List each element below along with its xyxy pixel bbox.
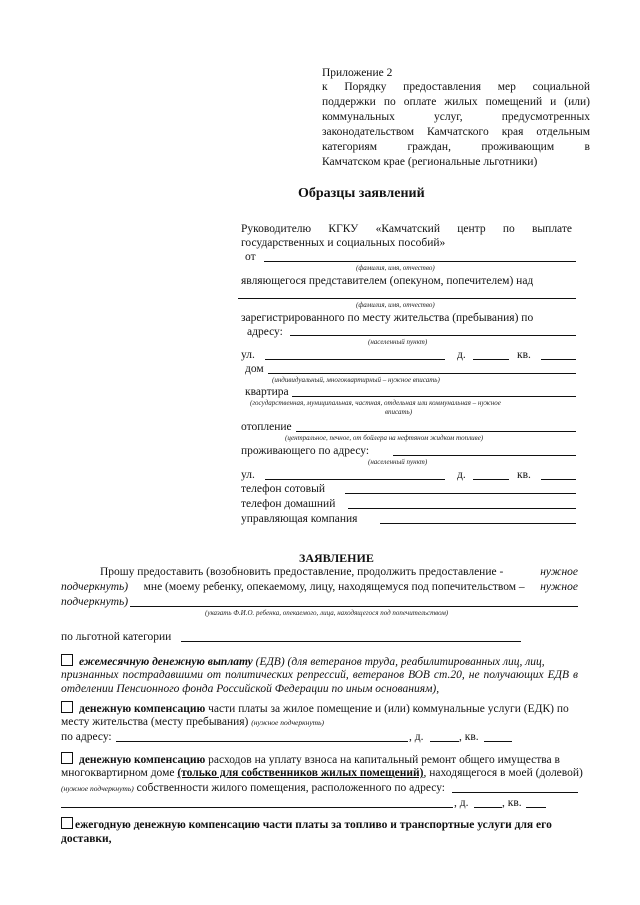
capital-repair-apartment-field[interactable] <box>526 807 546 808</box>
edk-checkbox[interactable] <box>61 701 73 713</box>
dom-type-field[interactable] <box>268 373 576 374</box>
statement-text-3: подчеркнуть) <box>61 596 129 608</box>
addressee-line-1: Руководителю КГКУ «Камчатский центр по выплате <box>241 223 572 235</box>
house-field[interactable] <box>473 359 509 360</box>
edk-address-label: по адресу: <box>61 731 112 743</box>
address-label: адресу: <box>247 326 283 338</box>
caption-dom: (индивидуальный, многоквартирный – нужное вписать) <box>272 376 440 384</box>
capital-repair-house-field[interactable] <box>474 807 502 808</box>
appendix-line-3: коммунальных услуг, предусмотренных <box>322 111 590 123</box>
living-address-label: проживающего по адресу: <box>241 445 370 457</box>
edk-caption: (нужное подчеркнуть) <box>251 718 324 727</box>
mobile-phone-field[interactable] <box>345 493 576 494</box>
option-edk-line-1 <box>61 701 578 716</box>
capital-repair-house-label: , д. <box>454 797 469 809</box>
option-capital-repair-line-3 <box>61 781 445 796</box>
child-fio-field[interactable] <box>130 606 578 607</box>
capital-repair-settlement-field[interactable] <box>452 792 578 793</box>
home-phone-field[interactable] <box>348 508 576 509</box>
management-company-label: управляющая компания <box>241 513 358 525</box>
edk-house-label: , д. <box>409 731 424 743</box>
edk-address-field[interactable] <box>116 741 408 742</box>
caption-settlement-2: (населенный пункт) <box>368 458 428 466</box>
apartment-label: кв. <box>517 349 531 361</box>
heating-label: отопление <box>241 421 292 433</box>
option-edv-line-1 <box>61 654 578 669</box>
option-fuel-line-2: доставки, <box>61 833 112 845</box>
capital-repair-checkbox[interactable] <box>61 752 73 764</box>
dom-label: дом <box>245 363 264 375</box>
street-label-2: ул. <box>241 469 255 481</box>
street-label: ул. <box>241 349 255 361</box>
capital-repair-owners-only: (только для собственников жилых помещений) <box>177 767 424 779</box>
settlement-field[interactable] <box>290 335 576 336</box>
capital-repair-bold: денежную компенсацию <box>79 754 206 766</box>
category-label: по льготной категории <box>61 631 172 643</box>
edv-bold: ежемесячную денежную выплату <box>79 656 253 668</box>
capital-repair-text-a: многоквартирном доме <box>61 767 178 779</box>
house-label-2: д. <box>457 469 466 481</box>
edk-place: месту жительства (месту пребывания) <box>61 716 249 728</box>
statement-text-1b: нужное <box>540 566 578 578</box>
addressee-line-2: государственных и социальных пособий» <box>241 237 446 249</box>
capital-repair-text-3: собственности жилого помещения, расположенного по адресу: <box>133 782 445 794</box>
edk-house-field[interactable] <box>430 741 459 742</box>
kvartira-type-field[interactable] <box>292 396 576 397</box>
apartment-field-2[interactable] <box>541 479 576 480</box>
fuel-checkbox[interactable] <box>61 817 73 829</box>
caption-kvartira-1: (государственная, муниципальная, частная, отдельная или коммунальная – нужное <box>250 399 501 407</box>
statement-line-1 <box>100 565 578 579</box>
ward-fio-field[interactable] <box>238 298 576 299</box>
representative-label: являющегося представителем (опекуном, попечителем) над <box>241 275 534 287</box>
appendix-line-2: поддержки по оплате жилых помещений и (или) <box>322 96 590 108</box>
appendix-line-4: законодательством Камчатского края отдельным <box>322 126 590 138</box>
statement-text-2a: подчеркнуть) <box>61 581 129 593</box>
fuel-text-1: ежегодную денежную компенсацию части платы за топливо и транспортные услуги для его <box>75 819 552 831</box>
house-label: д. <box>457 349 466 361</box>
capital-repair-caption: (нужное подчеркнуть) <box>61 784 134 793</box>
page-heading: Образцы заявлений <box>298 186 425 201</box>
living-settlement-field[interactable] <box>393 455 576 456</box>
capital-repair-apartment-label: , кв. <box>502 797 522 809</box>
house-field-2[interactable] <box>473 479 509 480</box>
capital-repair-text-c: , находящегося в моей (долевой) <box>423 767 583 779</box>
appendix-title: Приложение 2 <box>322 67 393 79</box>
option-edk-line-2 <box>61 715 324 730</box>
option-edv-line-3: отделении Пенсионного фонда Российской Федерации по иным основаниям), <box>61 683 440 695</box>
heating-field[interactable] <box>296 431 576 432</box>
edk-apartment-label: , кв. <box>459 731 479 743</box>
caption-fio-2: (фамилия, имя, отчество) <box>356 301 435 309</box>
statement-title: ЗАЯВЛЕНИЕ <box>299 551 374 565</box>
caption-child: (указать Ф.И.О. ребенка, опекаемого, лица, находящегося под попечительством) <box>205 609 449 617</box>
statement-text-2b: мне (моему ребенку, опекаемому, лицу, находящемуся под попечительством – <box>143 581 525 593</box>
management-company-field[interactable] <box>380 523 576 524</box>
street-field-2[interactable] <box>265 479 445 480</box>
statement-line-2 <box>61 580 578 594</box>
mobile-phone-label: телефон сотовый <box>241 483 325 495</box>
edv-checkbox[interactable] <box>61 654 73 666</box>
kvartira-label: квартира <box>245 386 289 398</box>
from-label: от <box>245 251 256 263</box>
caption-kvartira-2: вписать) <box>385 408 413 416</box>
option-capital-repair-line-1 <box>61 752 578 767</box>
fio-field[interactable] <box>264 261 576 262</box>
edk-apartment-field[interactable] <box>484 741 512 742</box>
statement-text-2c: нужное <box>540 581 578 593</box>
registered-label: зарегистрированного по месту жительства (пребывания) по <box>241 312 534 324</box>
edk-rest: части платы за жилое помещение и (или) коммунальные услуги (ЕДК) по <box>205 703 569 715</box>
capital-repair-rest: расходов на уплату взноса на капитальный ремонт общего имущества в <box>205 754 560 766</box>
statement-text-1a: Прошу предоставить (возобновить предоставление, продолжить предоставление - <box>100 566 504 578</box>
category-field[interactable] <box>181 641 521 642</box>
caption-heating: (центральное, печное, от бойлера на нефтяном жидком топливе) <box>285 434 484 442</box>
capital-repair-address-field[interactable] <box>61 807 453 808</box>
edk-bold: денежную компенсацию <box>79 703 206 715</box>
caption-settlement: (населенный пункт) <box>368 338 428 346</box>
apartment-field[interactable] <box>541 359 576 360</box>
edv-rest: (ЕДВ) (для ветеранов труда, реабилитированных лиц, лиц, <box>252 656 545 668</box>
option-edv-line-2: признанных пострадавшими от политических репрессий, ветеранов ВОВ ст.20, не получающих ЕДВ в <box>61 669 578 681</box>
appendix-line-1: к Порядку предоставления мер социальной <box>322 81 590 93</box>
street-field[interactable] <box>265 359 445 360</box>
apartment-label-2: кв. <box>517 469 531 481</box>
option-capital-repair-line-2 <box>61 766 583 780</box>
home-phone-label: телефон домашний <box>241 498 336 510</box>
option-fuel-line-1 <box>61 817 578 832</box>
appendix-line-6: Камчатском крае (региональные льготники) <box>322 156 538 168</box>
appendix-line-5: категориям граждан, проживающим в <box>322 141 590 153</box>
caption-fio: (фамилия, имя, отчество) <box>356 264 435 272</box>
